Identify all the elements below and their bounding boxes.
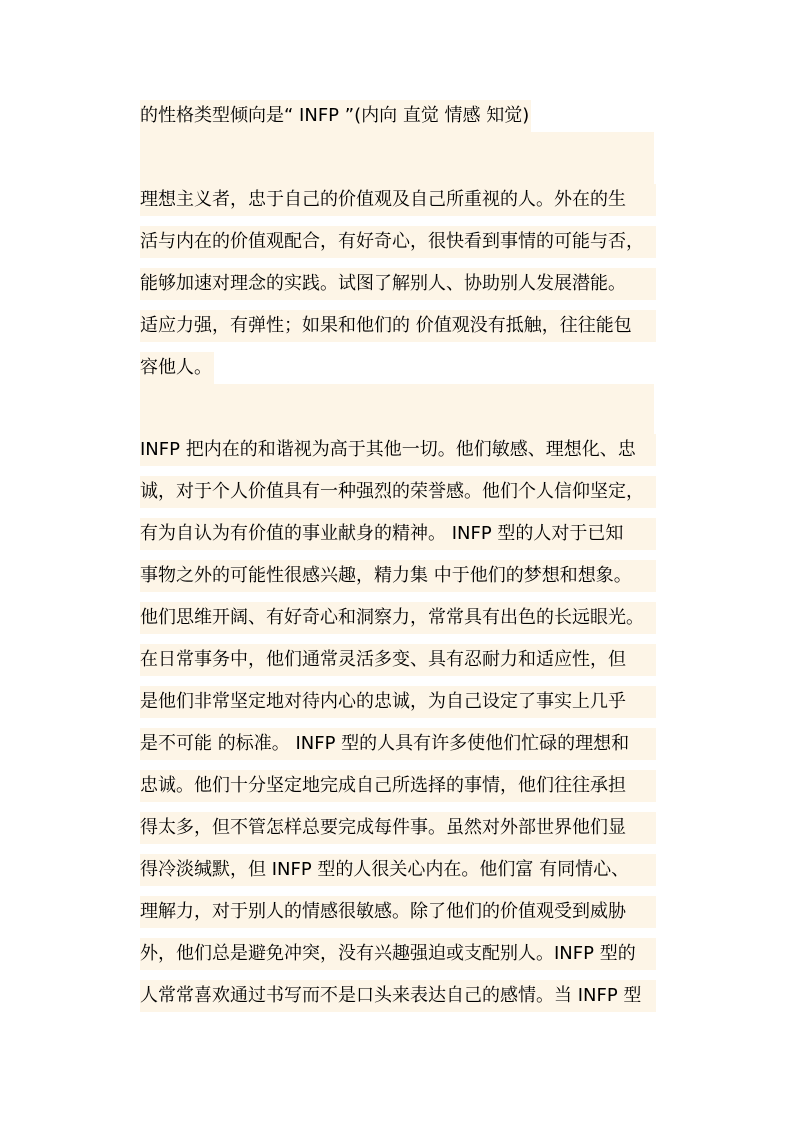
paragraph-2-line-2: 诚，对于个人价值具有一种强烈的荣誉感。他们个人信仰坚定， <box>140 476 656 508</box>
paragraph-2-line-13: 外，他们总是避免冲突，没有兴趣强迫或支配别人。INFP 型的 <box>140 938 656 970</box>
paragraph-2-line-8: 是不可能 的标准。 INFP 型的人具有许多使他们忙碌的理想和 <box>140 728 656 760</box>
paragraph-1-line-3: 能够加速对理念的实践。试图了解别人、协助别人发展潜能。 <box>140 268 656 300</box>
paragraph-2-line-14: 人常常喜欢通过书写而不是口头来表达自己的感情。当 INFP 型 <box>140 980 656 1012</box>
paragraph-1-line-1: 理想主义者，忠于自己的价值观及自己所重视的人。外在的生 <box>140 184 656 216</box>
paragraph-2-line-6: 在日常事务中，他们通常灵活多变、具有忍耐力和适应性，但 <box>140 644 656 676</box>
paragraph-2-line-9: 忠诚。他们十分坚定地完成自己所选择的事情，他们往往承担 <box>140 770 656 802</box>
paragraph-2-line-11: 得冷淡缄默，但 INFP 型的人很关心内在。他们富 有同情心、 <box>140 854 656 886</box>
paragraph-2-line-1: INFP 把内在的和谐视为高于其他一切。他们敏感、理想化、忠 <box>140 434 656 466</box>
paragraph-gap <box>140 132 654 184</box>
paragraph-2-line-7: 是他们非常坚定地对待内心的忠诚，为自己设定了事实上几乎 <box>140 686 656 718</box>
paragraph-1-line-5: 容他人。 <box>140 352 214 384</box>
heading-line: 的性格类型倾向是“ INFP ”(内向 直觉 情感 知觉) <box>140 100 531 132</box>
paragraph-1-line-2: 活与内在的价值观配合，有好奇心，很快看到事情的可能与否， <box>140 226 656 258</box>
paragraph-1-line-4: 适应力强，有弹性；如果和他们的 价值观没有抵触，往往能包 <box>140 310 656 342</box>
paragraph-2-line-12: 理解力，对于别人的情感很敏感。除了他们的价值观受到威胁 <box>140 896 656 928</box>
paragraph-2-line-10: 得太多，但不管怎样总要完成每件事。虽然对外部世界他们显 <box>140 812 656 844</box>
paragraph-2-line-5: 他们思维开阔、有好奇心和洞察力，常常具有出色的长远眼光。 <box>140 602 656 634</box>
paragraph-2-line-3: 有为自认为有价值的事业献身的精神。 INFP 型的人对于已知 <box>140 518 656 550</box>
paragraph-2-line-4: 事物之外的可能性很感兴趣，精力集 中于他们的梦想和想象。 <box>140 560 656 592</box>
paragraph-gap <box>140 384 654 434</box>
